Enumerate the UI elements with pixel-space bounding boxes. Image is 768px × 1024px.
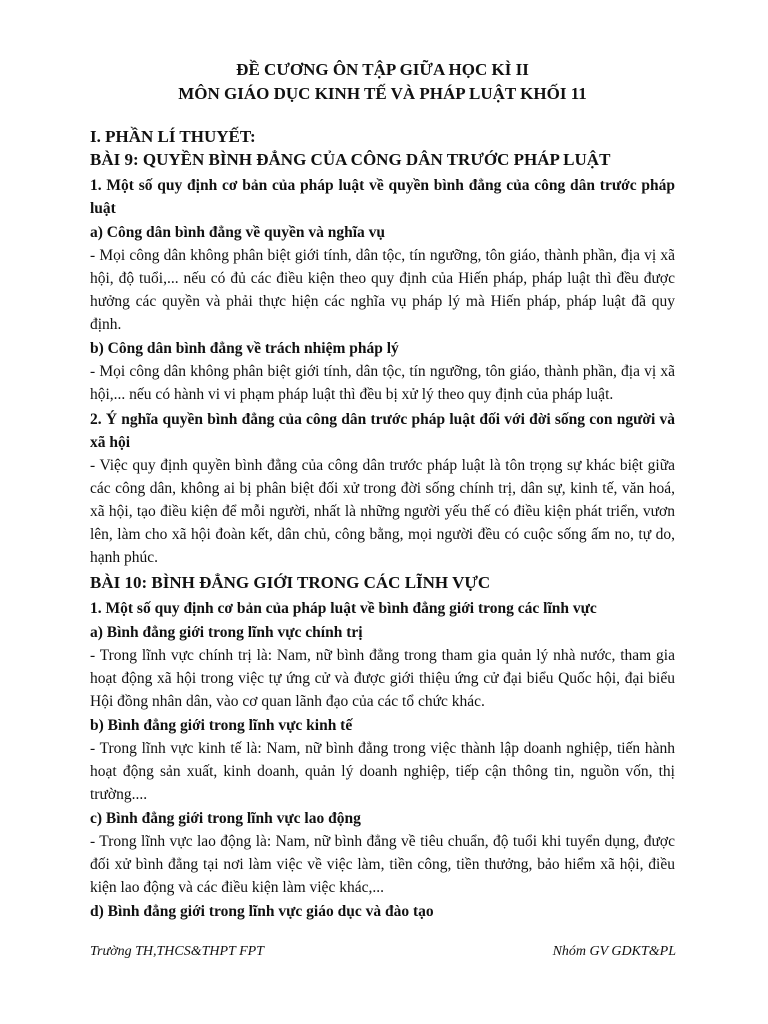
lesson-10-subsection-c-heading: c) Bình đẳng giới trong lĩnh vực lao động — [90, 810, 361, 827]
document-title-line-2: MÔN GIÁO DỤC KINH TẾ VÀ PHÁP LUẬT KHỐI 11 — [178, 84, 587, 103]
lesson-10-subsection-b-text: - Trong lĩnh vực kinh tế là: Nam, nữ bình đẳng trong việc thành lập doanh nghiệp, tiến hành hoạt động sản xuất, kinh doanh, quản lý doanh nghiệp, tiếp cận thông tin, nguồn vốn, thị trường.... — [90, 740, 675, 803]
document-title-line-1: ĐỀ CƯƠNG ÔN TẬP GIỮA HỌC KÌ II — [236, 60, 529, 79]
lesson-9-section-2-heading: 2. Ý nghĩa quyền bình đẳng của công dân trước pháp luật đối với đời sống con người và xã hội — [90, 411, 675, 451]
lesson-9-subsection-b-heading: b) Công dân bình đẳng về trách nhiệm pháp lý — [90, 340, 399, 357]
lesson-9-subsection-a-heading: a) Công dân bình đẳng về quyền và nghĩa vụ — [90, 224, 386, 241]
lesson-10-subsection-b-heading: b) Bình đẳng giới trong lĩnh vực kinh tế — [90, 717, 353, 734]
document-page — [90, 58, 675, 923]
lesson-10-subsection-d-heading: d) Bình đẳng giới trong lĩnh vực giáo dục và đào tạo — [90, 903, 434, 920]
lesson-9-subsection-b-text: - Mọi công dân không phân biệt giới tính, dân tộc, tín ngưỡng, tôn giáo, thành phần, địa vị xã hội,... nếu có hành vi vi phạm pháp luật thì đều bị xử lý theo quy định của pháp luật. — [90, 363, 675, 403]
lesson-9-section-1-heading: 1. Một số quy định cơ bản của pháp luật về quyền bình đẳng của công dân trước pháp luật — [90, 177, 675, 217]
lesson-9-title: BÀI 9: QUYỀN BÌNH ĐẲNG CỦA CÔNG DÂN TRƯỚC PHÁP LUẬT — [90, 150, 611, 169]
lesson-9-subsection-a-text: - Mọi công dân không phân biệt giới tính, dân tộc, tín ngưỡng, tôn giáo, thành phần, địa vị xã hội, độ tuổi,... nếu có đủ các điều kiện theo quy định của Hiến pháp, pháp luật thì đều được hưởng các quyền và phải thực hiện các nghĩa vụ pháp lý mà Hiến pháp, pháp luật đã quy định. — [90, 247, 675, 333]
lesson-10-subsection-a-text: - Trong lĩnh vực chính trị là: Nam, nữ bình đẳng trong tham gia quản lý nhà nước, tham gia hoạt động xã hội trong việc tự ứng cử và được giới thiệu ứng cử đại biểu Quốc hội, đại biểu Hội đồng nhân dân, vào cơ quan lãnh đạo của các tổ chức khác. — [90, 647, 675, 710]
footer-school-name: Trường TH,THCS&THPT FPT — [90, 944, 264, 959]
lesson-9-section-2-text: - Việc quy định quyền bình đẳng của công dân trước pháp luật là tôn trọng sự khác biệt giữa các công dân, không ai bị phân biệt đối xử trong đời sống chính trị, dân sự, kinh tế, văn hoá, xã hội, tạo điều kiện để mỗi người, nhất là những người yếu thế có điều kiện phát triển, vươn lên, làm cho xã hội đoàn kết, dân chủ, công bằng, mọi người đều có cuộc sống ấm no, tự do, hạnh phúc. — [90, 457, 675, 566]
lesson-10-subsection-c-text: - Trong lĩnh vực lao động là: Nam, nữ bình đẳng về tiêu chuẩn, độ tuổi khi tuyển dụng, được đối xử bình đẳng tại nơi làm việc về việc làm, tiền công, tiền thưởng, bảo hiểm xã hội, điều kiện lao động và các điều kiện làm việc khác,... — [90, 833, 675, 896]
footer-teacher-group: Nhóm GV GDKT&PL — [552, 944, 676, 959]
part-heading: I. PHẦN LÍ THUYẾT: — [90, 127, 256, 146]
lesson-10-title: BÀI 10: BÌNH ĐẲNG GIỚI TRONG CÁC LĨNH VỰC — [90, 573, 491, 592]
lesson-10-subsection-a-heading: a) Bình đẳng giới trong lĩnh vực chính trị — [90, 624, 363, 641]
lesson-10-section-1-heading: 1. Một số quy định cơ bản của pháp luật về bình đẳng giới trong các lĩnh vực — [90, 600, 597, 617]
